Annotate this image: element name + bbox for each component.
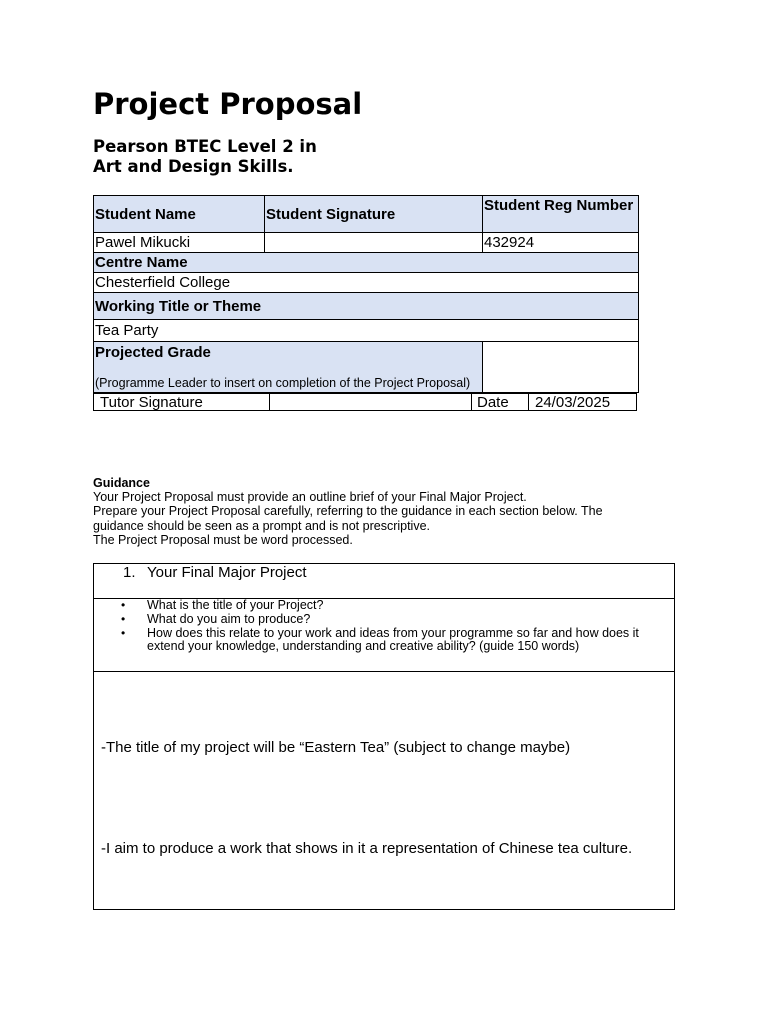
subtitle-line-2: Art and Design Skills. (93, 157, 294, 176)
centre-name-field[interactable]: Chesterfield College (93, 272, 639, 293)
page-subtitle (93, 137, 317, 177)
working-title-field[interactable]: Tea Party (93, 319, 639, 342)
tutor-signature-field[interactable] (269, 393, 472, 411)
section-1-title: Your Final Major Project (147, 564, 307, 581)
student-signature-field[interactable] (264, 232, 483, 253)
prompt-item: • What is the title of your Project? (94, 599, 674, 613)
guidance-heading: Guidance (93, 476, 150, 490)
guidance-line-3: The Project Proposal must be word processed. (93, 532, 353, 547)
date-field[interactable]: 24/03/2025 (528, 393, 637, 411)
section-1-number: 1. (123, 564, 136, 581)
page-title: Project Proposal (93, 87, 363, 121)
section-1-header (93, 563, 675, 599)
working-title-label: Working Title or Theme (93, 292, 639, 320)
subtitle-line-1: Pearson BTEC Level 2 in (93, 137, 317, 156)
answer-project-aim: -I aim to produce a work that shows in it a representation of Chinese tea culture. (101, 840, 633, 857)
section-1-prompts (93, 598, 675, 672)
prompt-item: • How does this relate to your work and ideas from your programme so far and how does it extend your knowledge, understanding and creative ability? (guide 150 words) (94, 627, 674, 655)
prompt-item: • What do you aim to produce? (94, 613, 674, 627)
guidance-line-1: Your Project Proposal must provide an outline brief of your Final Major Project. (93, 490, 527, 505)
projected-grade-label: Projected Grade (95, 344, 211, 361)
section-1-answer-area[interactable] (93, 671, 675, 910)
student-reg-field[interactable]: 432924 (482, 232, 639, 253)
projected-grade-field[interactable] (482, 341, 639, 393)
guidance-block (93, 476, 653, 547)
date-label: Date (471, 393, 529, 411)
centre-name-label: Centre Name (93, 252, 639, 273)
student-signature-label: Student Signature (264, 195, 483, 233)
student-name-field[interactable]: Pawel Mikucki (93, 232, 265, 253)
student-name-label: Student Name (93, 195, 265, 233)
tutor-signature-label: Tutor Signature (93, 393, 270, 411)
student-reg-label: Student Reg Number (482, 195, 639, 233)
answer-project-title: -The title of my project will be “Eastern Tea” (subject to change maybe) (101, 739, 571, 756)
projected-grade-note: (Programme Leader to insert on completion of the Project Proposal) (95, 376, 471, 390)
guidance-line-2: Prepare your Project Proposal carefully, referring to the guidance in each section below. The guidance should be seen as a prompt and is not prescriptive. (93, 504, 603, 533)
projected-grade-label-cell (93, 341, 483, 393)
